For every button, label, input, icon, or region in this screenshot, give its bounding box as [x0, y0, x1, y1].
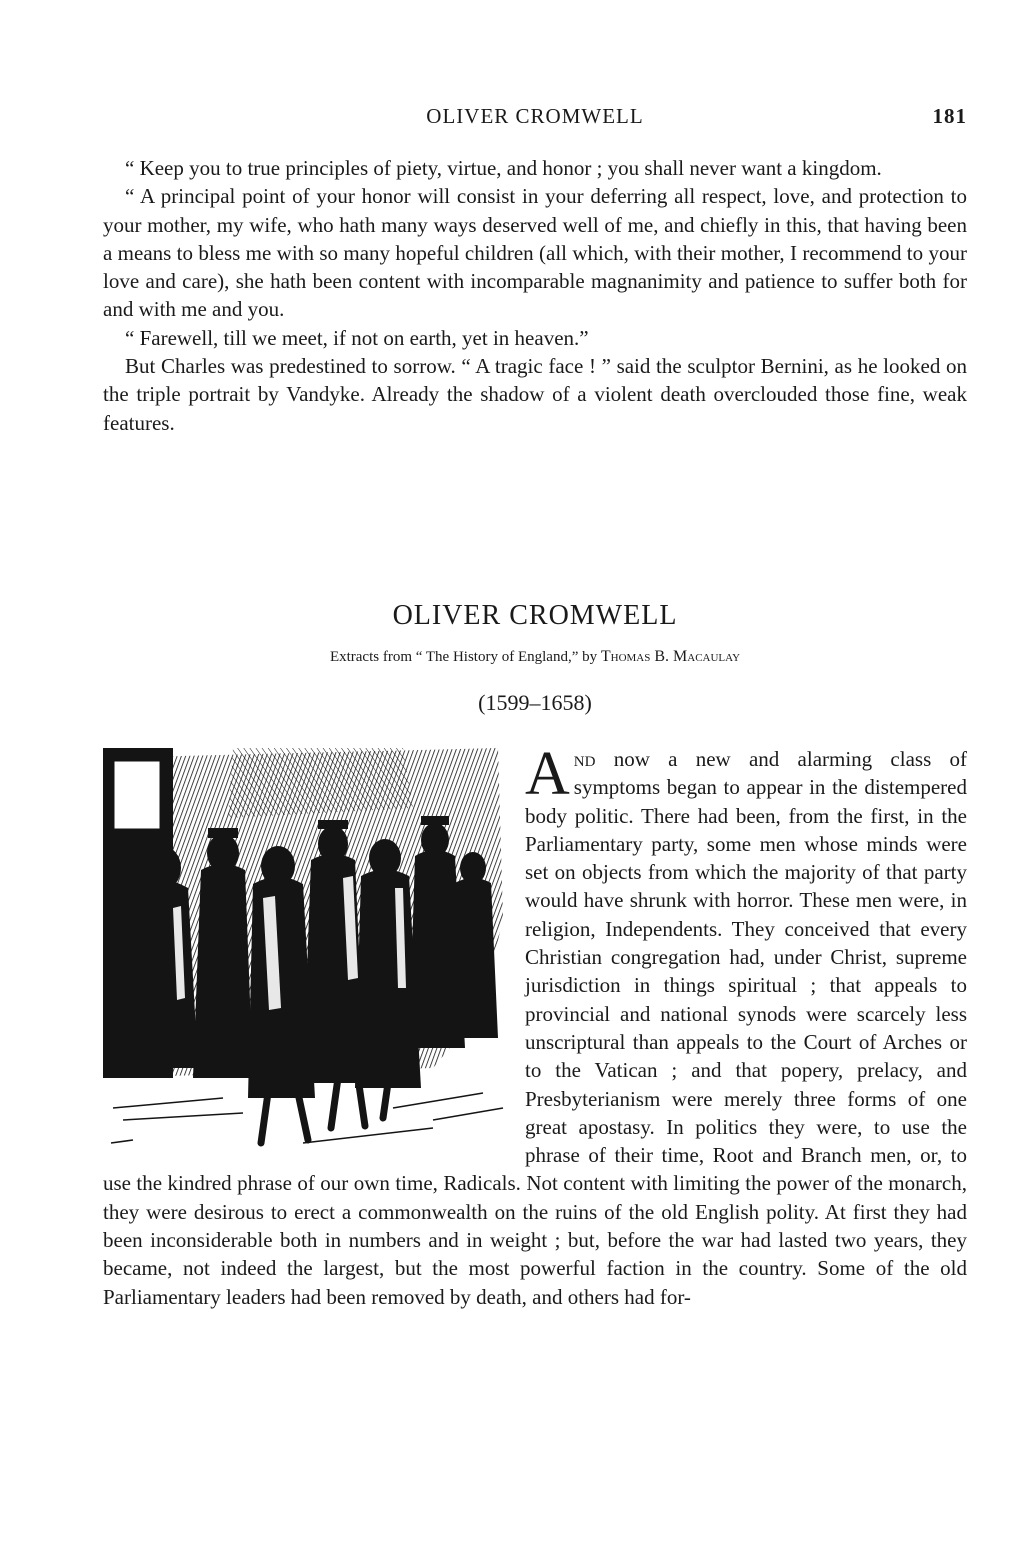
body-text: now a new and alarming class of symptoms began to appear in the distempered body politic. There had been, from the first, in the Parliamentary party, some men whose minds were set on objects from which the majority of that party would have shrunk with horror. These men were, in religion, Independents. They conceived that every Christian congregation had, under Christ, supreme jurisdiction in things spiritual ; that appeals to provincial and national synods were scarcely less unscriptural than appeals to the Court of Arches or to the Vatican ; and that popery, prelacy, and Presbyterianism were merely three forms of one great apostasy. In politics they were, to use the phrase of their time, Root and Branch men, or, to use the kindred phrase of our own time, Radicals. Not content with limiting the power of the monarch, they were desirous to erect a commonwealth on the ruins of the old English polity. At first they had been inconsiderable both in numbers and in weight ; but, before the war had lasted two years, they became, not indeed the largest, but the most powerful faction in the country. Some of the old Parliamentary leaders had been removed by death, and others had for- [103, 747, 968, 1309]
lead-words: nd [573, 747, 596, 771]
letter-text [103, 154, 967, 437]
author-name: Thomas B. Macaulay [600, 648, 741, 665]
running-title: OLIVER CROMWELL [426, 104, 644, 128]
letter-paragraph: But Charles was predestined to sorrow. “ A tragic face ! ” said the sculptor Bernini, as he looked on the triple portrait by Vandyke. Already the shadow of a violent death overclouded those fine, weak features. [103, 354, 967, 435]
illustration-space [103, 745, 525, 1168]
article-title: OLIVER CROMWELL [392, 600, 678, 631]
letter-paragraph: “ Keep you to true principles of piety, virtue, and honor ; you shall never want a kingdom. [125, 156, 882, 180]
life-dates: (1599–1658) [478, 690, 592, 715]
article-body [103, 740, 968, 1311]
letter-paragraph: “ Farewell, till we meet, if not on earth, yet in heaven.” [125, 325, 589, 350]
page-number: 181 [932, 104, 967, 128]
letter-paragraph: “ A principal point of your honor will consist in your deferring all respect, love, and protection to your mother, my wife, who hath many ways deserved well of me, and chiefly in this, that having been a means to bless me with so many hopeful children (all which, with their mother, I recommend to your love and care), she hath been content with incomparable magnanimity and patience to suffer both for and with me and you. [103, 184, 967, 322]
byline-prefix: Extracts from “ The History of England,” by [329, 649, 598, 665]
byline [103, 648, 967, 666]
running-head [103, 104, 967, 136]
drop-cap: A [525, 740, 570, 808]
